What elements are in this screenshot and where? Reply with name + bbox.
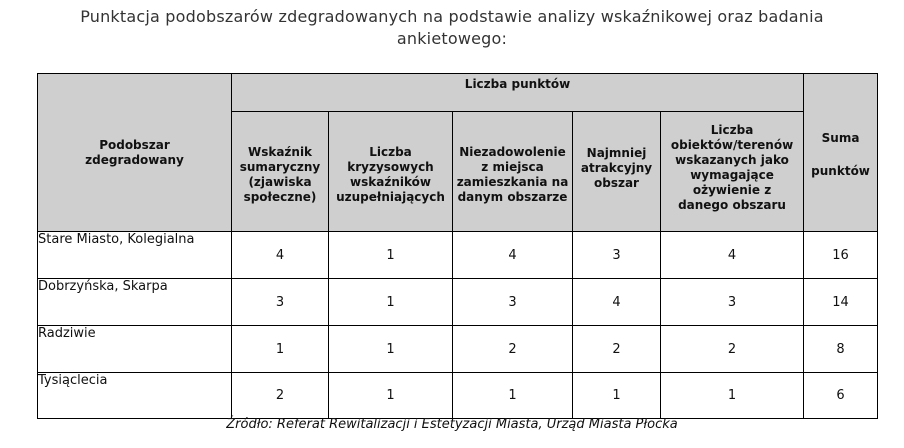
value-dissatisfaction: 1 bbox=[453, 373, 573, 419]
subarea-name: Stare Miasto, Kolegialna bbox=[38, 232, 232, 279]
header-col-objects-needing-revival: Liczba obiektów/terenów wskazanych jako wymagające ożywienie z danego obszaru bbox=[661, 112, 804, 232]
value-dissatisfaction: 2 bbox=[453, 326, 573, 373]
header-points-group: Liczba punktów bbox=[232, 74, 804, 112]
value-least-attractive: 4 bbox=[573, 279, 661, 326]
value-objects-needing-revival: 4 bbox=[661, 232, 804, 279]
value-crisis-indicators: 1 bbox=[329, 326, 453, 373]
value-least-attractive: 3 bbox=[573, 232, 661, 279]
value-least-attractive: 2 bbox=[573, 326, 661, 373]
value-sum: 8 bbox=[804, 326, 878, 373]
header-sum bbox=[804, 74, 878, 232]
value-dissatisfaction: 3 bbox=[453, 279, 573, 326]
header-sum-line-2: punktów bbox=[811, 163, 870, 178]
table-row bbox=[38, 373, 878, 419]
header-col-dissatisfaction: Niezadowolenie z miejsca zamieszkania na danym obszarze bbox=[453, 112, 573, 232]
value-sum: 14 bbox=[804, 279, 878, 326]
value-crisis-indicators: 1 bbox=[329, 232, 453, 279]
value-summary-indicator: 4 bbox=[232, 232, 329, 279]
table-row bbox=[38, 326, 878, 373]
header-col-least-attractive: Najmniej atrakcyjny obszar bbox=[573, 112, 661, 232]
value-crisis-indicators: 1 bbox=[329, 279, 453, 326]
table-title-line-2: ankietowego: bbox=[396, 29, 508, 48]
value-objects-needing-revival: 3 bbox=[661, 279, 804, 326]
table-row bbox=[38, 232, 878, 279]
subarea-name: Tysiąclecia bbox=[38, 373, 232, 419]
value-summary-indicator: 1 bbox=[232, 326, 329, 373]
value-crisis-indicators: 1 bbox=[329, 373, 453, 419]
value-summary-indicator: 3 bbox=[232, 279, 329, 326]
value-sum: 16 bbox=[804, 232, 878, 279]
header-subarea: Podobszar zdegradowany bbox=[38, 74, 232, 232]
value-objects-needing-revival: 2 bbox=[661, 326, 804, 373]
value-sum: 6 bbox=[804, 373, 878, 419]
header-col-crisis-indicators: Liczba kryzysowych wskaźników uzupełniających bbox=[329, 112, 453, 232]
subarea-name: Dobrzyńska, Skarpa bbox=[38, 279, 232, 326]
header-col-summary-indicator: Wskaźnik sumaryczny (zjawiska społeczne) bbox=[232, 112, 329, 232]
value-objects-needing-revival: 1 bbox=[661, 373, 804, 419]
value-least-attractive: 1 bbox=[573, 373, 661, 419]
header-sum-line-1: Suma bbox=[821, 130, 860, 145]
source-caption: Źródło: Referat Rewitalizacji i Estetyzacji Miasta, Urząd Miasta Płocka bbox=[226, 417, 678, 432]
table-row bbox=[38, 279, 878, 326]
value-dissatisfaction: 4 bbox=[453, 232, 573, 279]
value-summary-indicator: 2 bbox=[232, 373, 329, 419]
points-table bbox=[37, 73, 878, 419]
table-title bbox=[0, 6, 904, 50]
table-title-line-1: Punktacja podobszarów zdegradowanych na podstawie analizy wskaźnikowej oraz badania bbox=[80, 7, 824, 26]
subarea-name: Radziwie bbox=[38, 326, 232, 373]
